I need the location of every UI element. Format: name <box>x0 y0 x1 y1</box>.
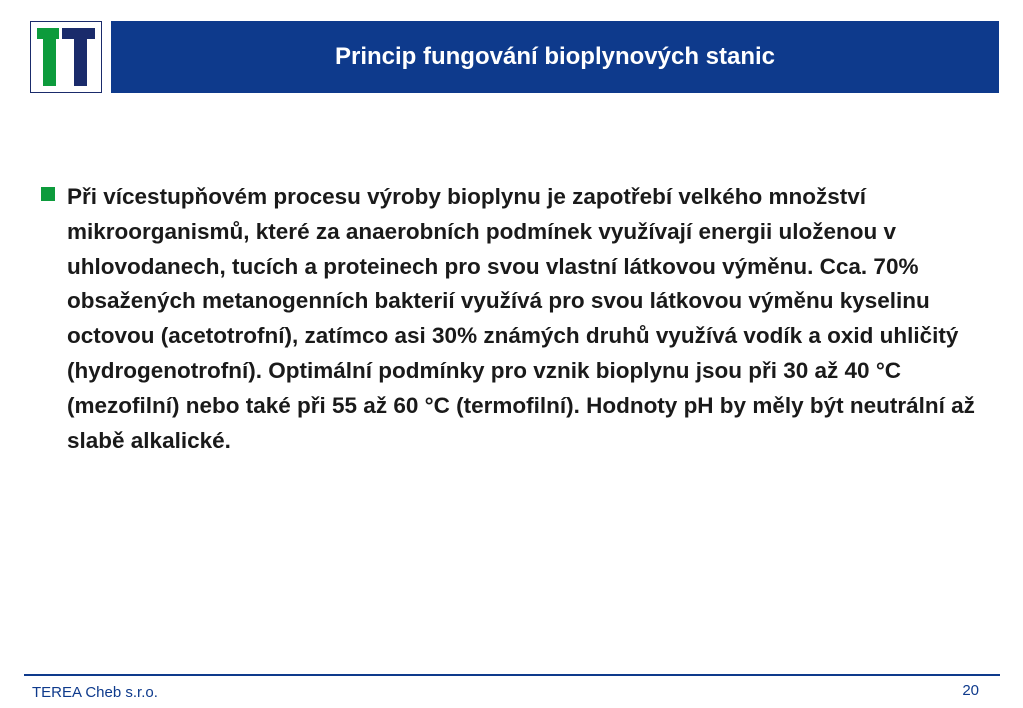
footer-company-name: TEREA Cheb s.r.o. <box>32 684 158 701</box>
footer-divider <box>24 674 1000 676</box>
company-logo <box>30 21 102 93</box>
company-logo-icon <box>31 22 101 92</box>
page-title: Princip fungování bioplynových stanic <box>334 43 776 70</box>
page-number: 20 <box>962 682 979 699</box>
square-bullet-icon <box>41 187 55 201</box>
bullet-item <box>41 180 991 458</box>
bullet-text: Při vícestupňovém procesu výroby bioplynu je zapotřebí velkého množství mikroorganismů, které za anaerobních podmínek využívají energii uloženou v uhlovodanech, tucích a proteinech pro svou vlastní látkovou výměnu. Cca. 70% obsažených metanogenních bakterií využívá pro svou látkovou výměnu kyselinu octovou (acetotrofní), zatímco asi 30% známých druhů využívá vodík a oxid uhličitý (hydrogenotrofní). Optimální podmínky pro vznik bioplynu jsou při 30 až 40 °C (mezofilní) nebo také při 55 až 60 °C (termofilní). Hodnoty pH by měly být neutrální až slabě alkalické. <box>67 184 975 453</box>
title-bar <box>111 21 999 93</box>
slide-content <box>41 180 991 458</box>
